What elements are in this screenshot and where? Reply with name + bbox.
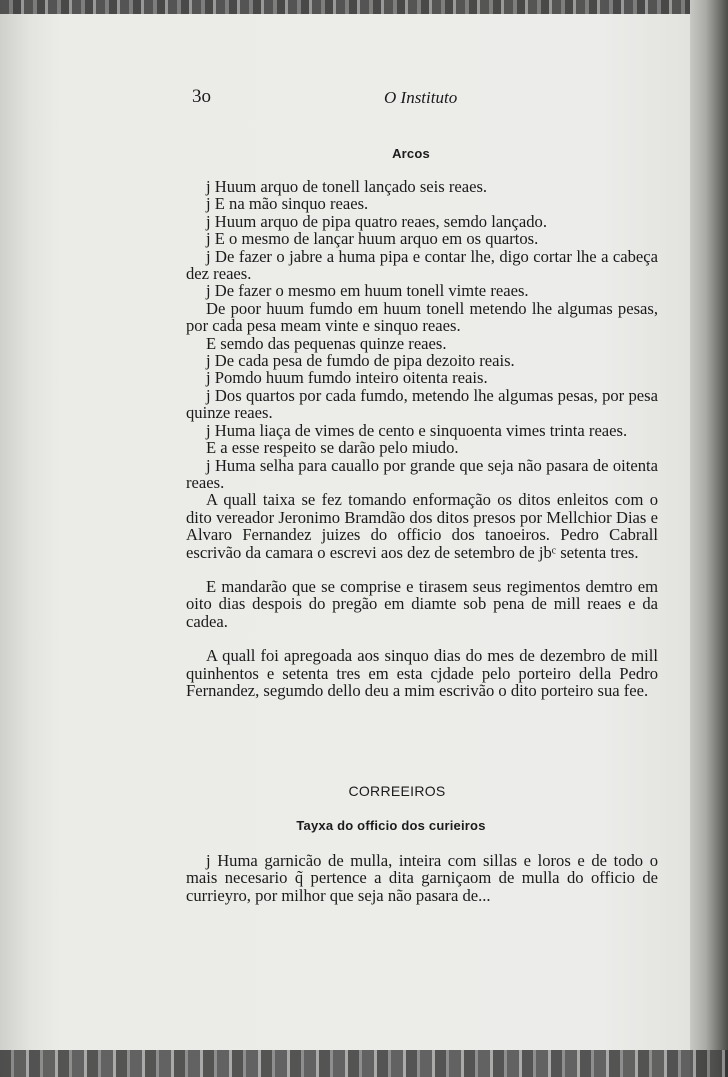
paragraph: j De cada pesa de fumdo de pipa dezoito reais.	[206, 351, 515, 371]
paragraph: A quall taixa se fez tomando enformação os ditos enleitos com o dito vereador Jeronimo Bramdão dos ditos presos por Mellchior Dias e Alvaro Fernandez juizes do officio dos tanoeiros. Pedro Cabrall escrivão da camara o escrevi aos dez de setembro de jbᶜ setenta tres.	[186, 490, 658, 562]
paragraph: j Huum arquo de pipa quatro reaes, semdo lançado.	[206, 211, 547, 231]
arcos-body	[186, 178, 658, 699]
paragraph: j De fazer o jabre a huma pipa e contar lhe, digo cortar lhe a cabeça dez reaes.	[186, 246, 658, 284]
paragraph: j Huma liaça de vimes de cento e sinquoenta vimes trinta reaes.	[206, 420, 628, 440]
paragraph: De poor huum fumdo em huum tonell metendo lhe algumas pesas, por cada pesa meam vinte e sinquo reaes.	[186, 298, 658, 336]
paragraph: A quall foi apregoada aos sinquo dias do mes de dezembro de mill quinhentos e setenta tres em esta cjdade pelo porteiro della Pedro Fernandez, segumdo dello deu a mim escrivão o dito porteiro sua fee.	[186, 646, 658, 700]
paragraph: E mandarão que se comprise e tirasem seus regimentos demtro em oito dias despois do pregão em diamte sob pena de mill reaes e da cadea.	[186, 576, 658, 631]
paragraph: j De fazer o mesmo em huum tonell vimte reaes.	[206, 281, 529, 301]
paragraph: j Huma selha para cauallo por grande que seja não pasara de oitenta reaes.	[186, 455, 658, 492]
book-spine-edge	[690, 0, 728, 1077]
paragraph: E semdo das pequenas quinze reaes.	[206, 333, 447, 353]
section-subheading: Tayxa do officio dos curieiros	[296, 818, 486, 833]
paragraph: j Dos quartos por cada fumdo, metendo lhe algumas pesas, por pesa quinze reaes.	[186, 385, 658, 423]
paragraph: j Pomdo huum fumdo inteiro oitenta reais.	[206, 368, 488, 388]
running-title: O Instituto	[384, 88, 458, 107]
paragraph: E a esse respeito se darão pelo miudo.	[206, 438, 459, 458]
paragraph: j E na mão sinquo reaes.	[206, 194, 369, 214]
paragraph: j Huum arquo de tonell lançado seis reaes.	[206, 177, 488, 196]
section-heading-arcos: Arcos	[392, 146, 430, 161]
correeiros-body	[186, 852, 658, 904]
page-number: 3o	[192, 86, 211, 107]
section-heading-correeiros: CORREEIROS	[348, 783, 446, 799]
paragraph: j Huma garnicão de mulla, inteira com sillas e loros e de todo o mais necesario q̃ pertence a dita garniçaom de mulla do officio de currieyro, por milhor que seja não pasara de...	[186, 851, 658, 905]
paragraph: j E o mesmo de lançar huum arquo em os quartos.	[206, 229, 539, 249]
